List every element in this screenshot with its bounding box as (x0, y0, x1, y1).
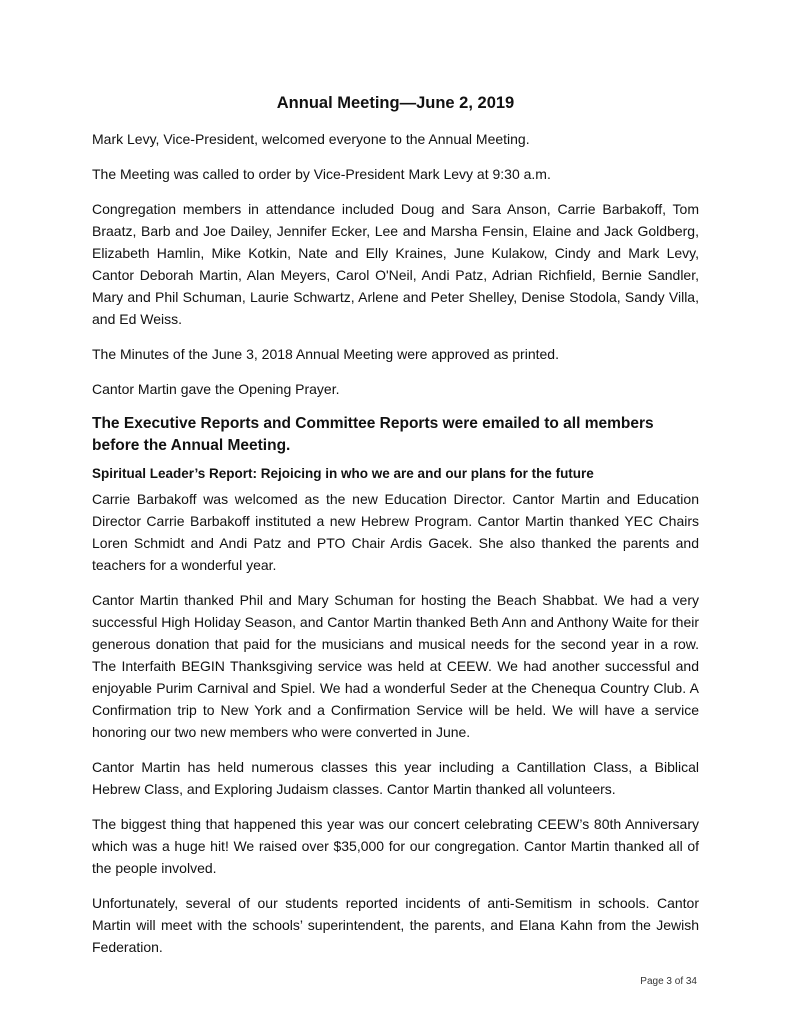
paragraph-attendance: Congregation members in attendance included Doug and Sara Anson, Carrie Barbakoff, Tom Braatz, Barb and Joe Dailey, Jennifer Ecker, Lee and Marsha Fensin, Elaine and Jack Goldberg, Elizabeth Hamlin, Mike Kotkin, Nate and Elly Kraines, June Kulakow, Cindy and Mark Levy, Cantor Deborah Martin, Alan Meyers, Carol O'Neil, Andi Patz, Adrian Richfield, Bernie Sandler, Mary and Phil Schuman, Laurie Schwartz, Arlene and Peter Shelley, Denise Stodola, Sandy Villa, and Ed Weiss. (92, 201, 699, 327)
page-title: Annual Meeting—June 2, 2019 (276, 94, 515, 112)
paragraph-classes: Cantor Martin has held numerous classes this year including a Cantillation Class, a Biblical Hebrew Class, and Exploring Judaism classes. Cantor Martin thanked all volunteers. (92, 759, 699, 797)
paragraph-call-to-order: The Meeting was called to order by Vice-President Mark Levy at 9:30 a.m. (92, 166, 551, 182)
paragraph-minutes: The Minutes of the June 3, 2018 Annual Meeting were approved as printed. (92, 346, 559, 362)
paragraph-opening-prayer: Cantor Martin gave the Opening Prayer. (92, 381, 340, 397)
document-page (92, 92, 699, 971)
paragraph-welcome: Mark Levy, Vice-President, welcomed everyone to the Annual Meeting. (92, 131, 530, 147)
page-number: Page 3 of 34 (640, 976, 697, 987)
paragraph-anti-semitism: Unfortunately, several of our students reported incidents of anti-Semitism in schools. Cantor Martin will meet with the schools’ superintendent, the parents, and Elana Kahn from the Jewish Federation. (92, 895, 699, 955)
paragraph-events: Cantor Martin thanked Phil and Mary Schuman for hosting the Beach Shabbat. We had a very successful High Holiday Season, and Cantor Martin thanked Beth Ann and Anthony Waite for their generous donation that paid for the musicians and musical needs for the second year in a row. The Interfaith BEGIN Thanksgiving service was held at CEEW. We had another successful and enjoyable Purim Carnival and Spiel. We had a wonderful Seder at the Chenequa Country Club. A Confirmation trip to New York and a Confirmation Service will be held. We will have a service honoring our two new members who were converted in June. (92, 592, 699, 740)
section-heading-reports: The Executive Reports and Committee Reports were emailed to all members before the Annual Meeting. (92, 415, 654, 454)
subsection-heading-spiritual-leader: Spiritual Leader’s Report: Rejoicing in who we are and our plans for the future (92, 466, 594, 481)
paragraph-concert: The biggest thing that happened this year was our concert celebrating CEEW’s 80th Anniversary which was a huge hit! We raised over $35,000 for our congregation. Cantor Martin thanked all of the people involved. (92, 816, 699, 876)
paragraph-education: Carrie Barbakoff was welcomed as the new Education Director. Cantor Martin and Education Director Carrie Barbakoff instituted a new Hebrew Program. Cantor Martin thanked YEC Chairs Loren Schmidt and Andi Patz and PTO Chair Ardis Gacek. She also thanked the parents and teachers for a wonderful year. (92, 491, 699, 573)
